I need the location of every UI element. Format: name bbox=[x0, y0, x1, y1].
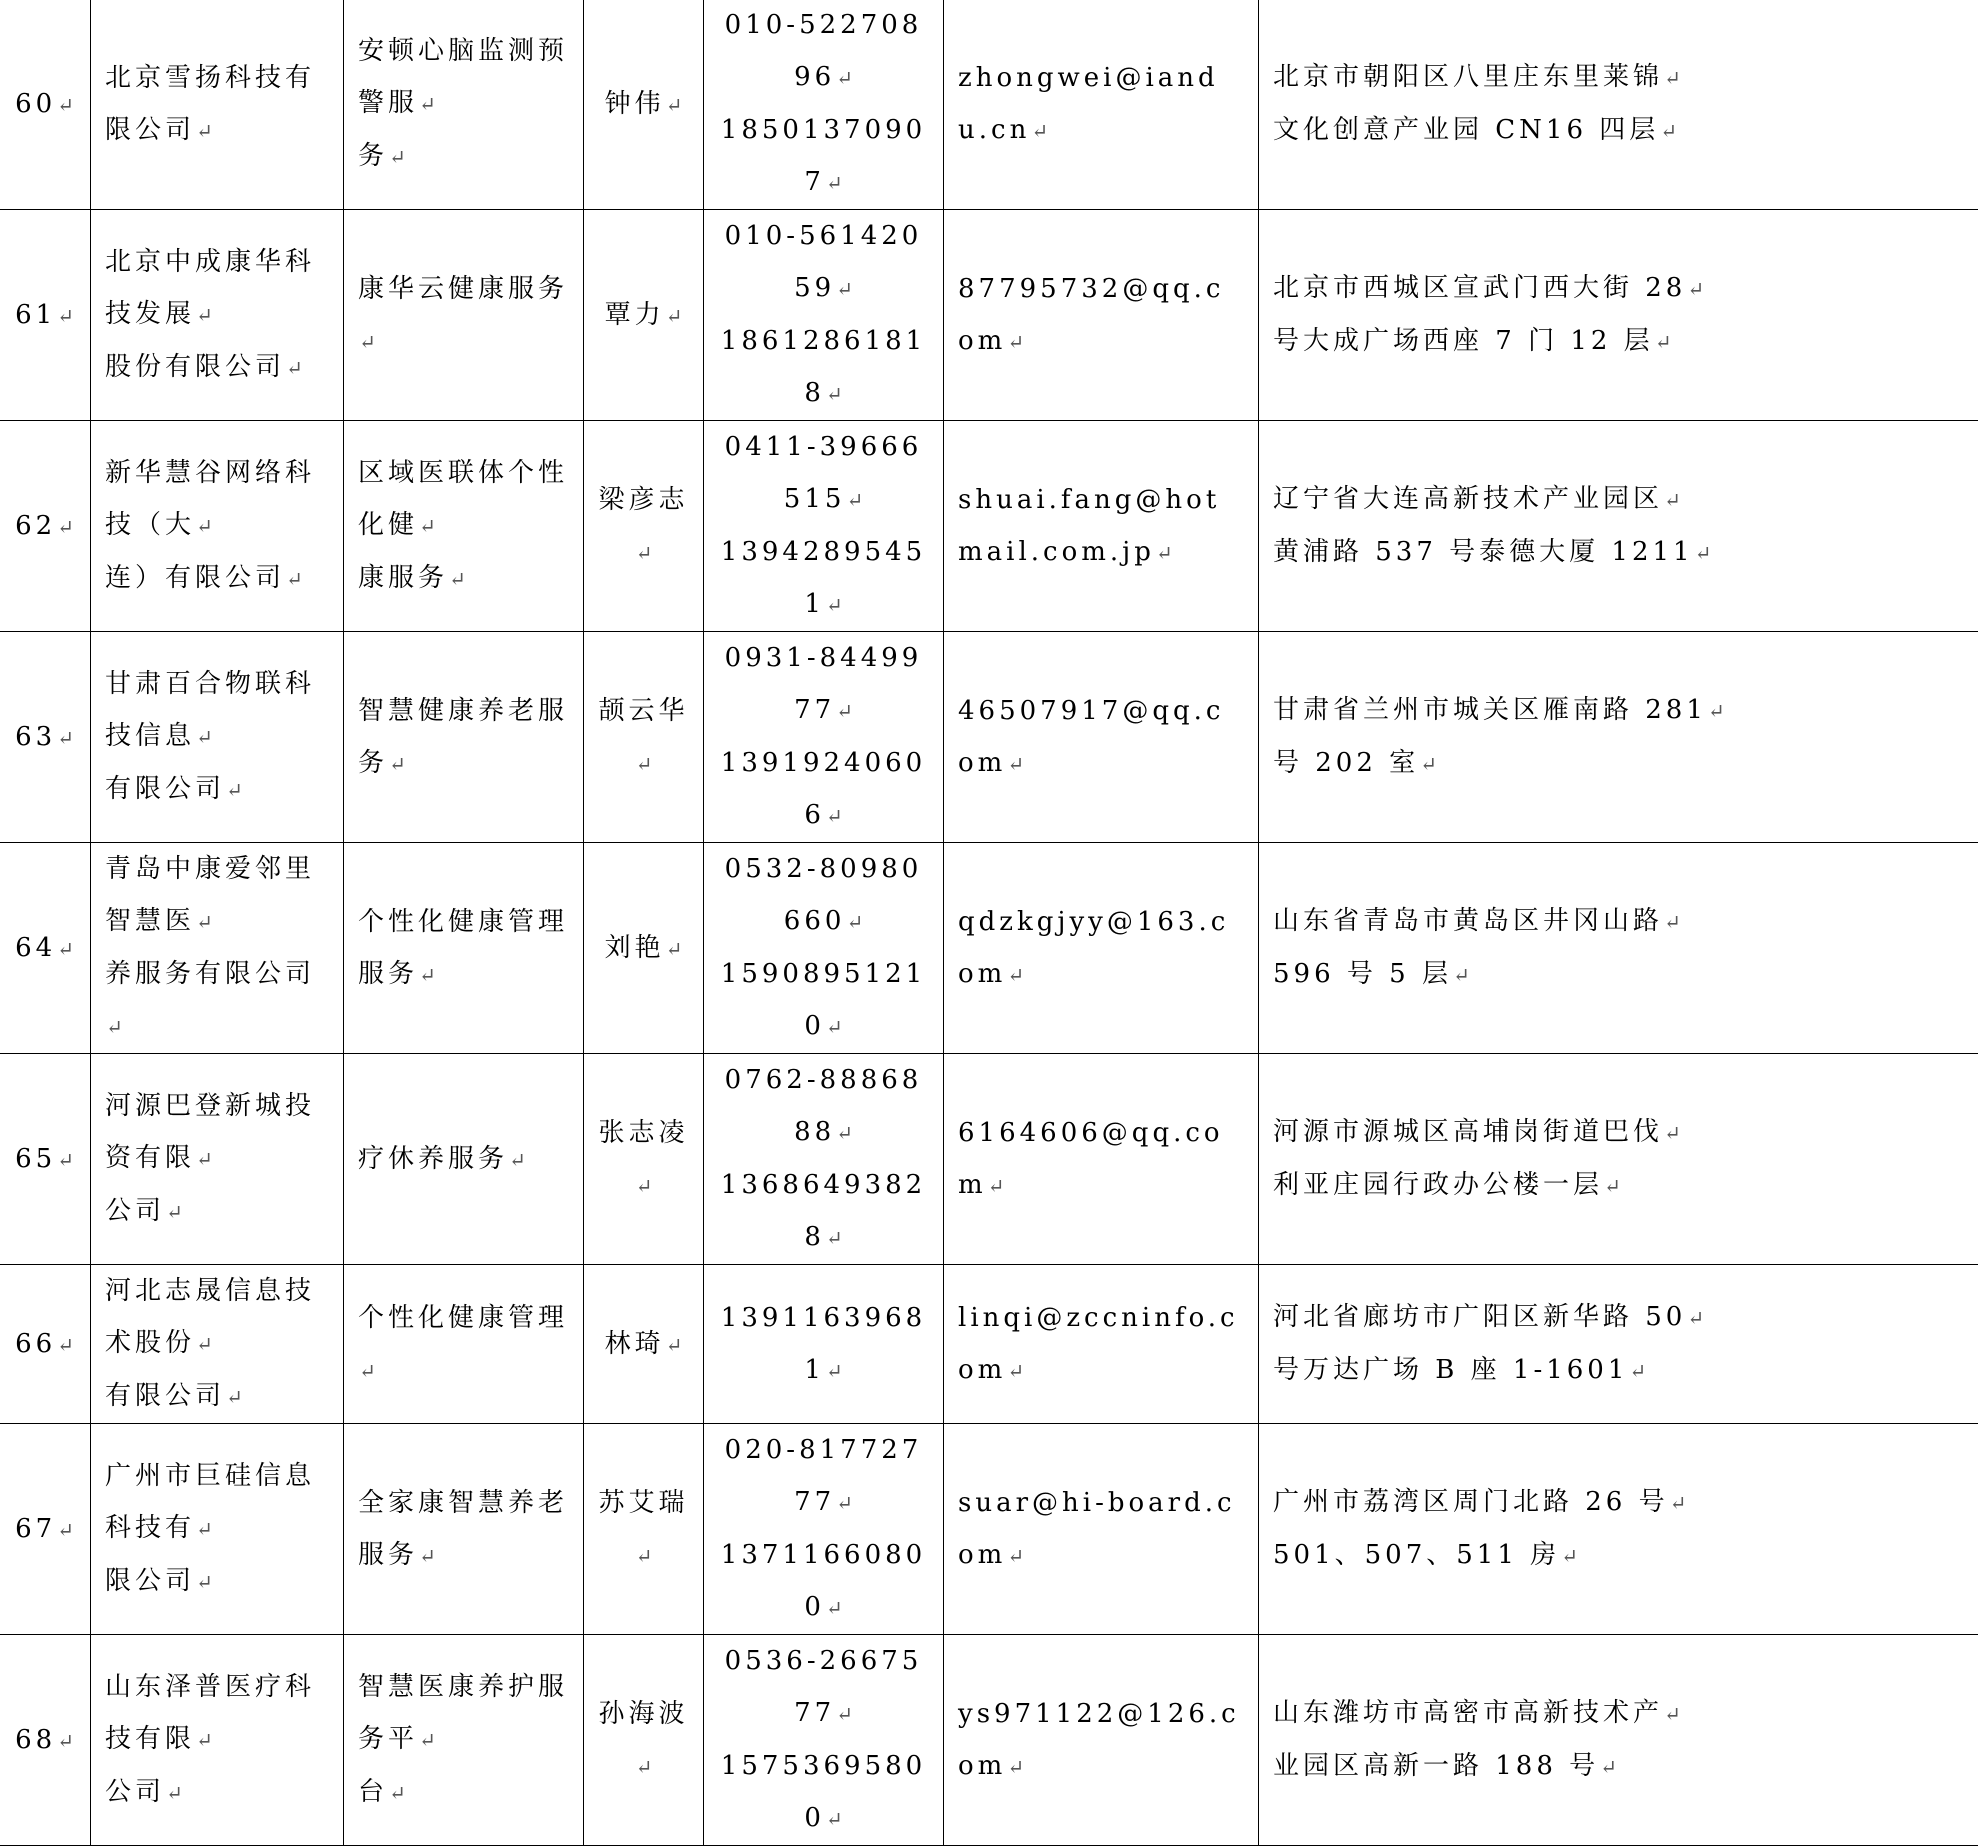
paragraph-mark-icon: ↵ bbox=[196, 910, 213, 934]
service-name-line: 安顿心脑监测预警服↵ bbox=[358, 25, 569, 130]
paragraph-mark-icon: ↵ bbox=[196, 1332, 213, 1356]
contact-person-text: 梁彦志↵ bbox=[598, 474, 689, 579]
phone-number: 010-52270896↵ bbox=[718, 0, 929, 104]
paragraph-mark-icon: ↵ bbox=[826, 1015, 843, 1039]
company-name bbox=[91, 1054, 344, 1265]
paragraph-mark-icon: ↵ bbox=[1007, 330, 1024, 354]
company-name bbox=[91, 1635, 344, 1846]
paragraph-mark-icon: ↵ bbox=[836, 1121, 853, 1145]
phone-number: 0762-8886888↵ bbox=[718, 1054, 929, 1159]
service-name bbox=[344, 843, 584, 1054]
email-address: shuai.fang@hotmail.com.jp↵ bbox=[958, 474, 1244, 579]
company-name-line: 公司↵ bbox=[105, 1766, 329, 1819]
paragraph-mark-icon: ↵ bbox=[196, 514, 213, 538]
paragraph-mark-icon: ↵ bbox=[106, 1015, 123, 1039]
paragraph-mark-icon: ↵ bbox=[636, 1174, 653, 1198]
phone-number: 18501370907↵ bbox=[718, 104, 929, 209]
service-name-line: 个性化健康管理↵ bbox=[358, 1292, 569, 1397]
address-line: 甘肃省兰州市城关区雁南路 281↵ bbox=[1273, 684, 1968, 737]
paragraph-mark-icon: ↵ bbox=[666, 93, 683, 117]
paragraph-mark-icon: ↵ bbox=[1664, 66, 1681, 90]
email-address: ys971122@126.com↵ bbox=[958, 1688, 1244, 1793]
email bbox=[944, 210, 1259, 421]
paragraph-mark-icon: ↵ bbox=[636, 1544, 653, 1568]
email bbox=[944, 843, 1259, 1054]
email-address: zhongwei@iandu.cn↵ bbox=[958, 52, 1244, 157]
address-line: 山东潍坊市高密市高新技术产↵ bbox=[1273, 1687, 1968, 1740]
paragraph-mark-icon: ↵ bbox=[57, 93, 74, 117]
paragraph-mark-icon: ↵ bbox=[988, 1174, 1005, 1198]
phone-numbers bbox=[704, 1265, 944, 1424]
paragraph-mark-icon: ↵ bbox=[666, 1333, 683, 1357]
row-number-text: 67↵ bbox=[13, 1503, 76, 1556]
company-name bbox=[91, 0, 344, 210]
row-number bbox=[0, 1054, 91, 1265]
address-line: 501、507、511 房↵ bbox=[1273, 1529, 1968, 1582]
paragraph-mark-icon: ↵ bbox=[826, 1596, 843, 1620]
paragraph-mark-icon: ↵ bbox=[826, 171, 843, 195]
paragraph-mark-icon: ↵ bbox=[286, 567, 303, 591]
table-row bbox=[0, 632, 1978, 843]
contact-person bbox=[584, 421, 704, 632]
table-row bbox=[0, 210, 1978, 421]
phone-number: 13911639681↵ bbox=[718, 1292, 929, 1397]
contact-person bbox=[584, 843, 704, 1054]
service-name bbox=[344, 632, 584, 843]
paragraph-mark-icon: ↵ bbox=[57, 1729, 74, 1753]
service-name-line: 台↵ bbox=[358, 1766, 569, 1819]
paragraph-mark-icon: ↵ bbox=[509, 1148, 526, 1172]
email-address: qdzkgjyy@163.com↵ bbox=[958, 896, 1244, 1001]
paragraph-mark-icon: ↵ bbox=[359, 1359, 376, 1383]
contact-person bbox=[584, 210, 704, 421]
phone-number: 13686493828↵ bbox=[718, 1159, 929, 1264]
paragraph-mark-icon: ↵ bbox=[1670, 1491, 1687, 1515]
email-address: 6164606@qq.com↵ bbox=[958, 1107, 1244, 1212]
address bbox=[1259, 1054, 1978, 1265]
service-name-line: 康华云健康服务↵ bbox=[358, 263, 569, 368]
paragraph-mark-icon: ↵ bbox=[1007, 752, 1024, 776]
paragraph-mark-icon: ↵ bbox=[1664, 488, 1681, 512]
paragraph-mark-icon: ↵ bbox=[1561, 1544, 1578, 1568]
service-name bbox=[344, 1054, 584, 1265]
paragraph-mark-icon: ↵ bbox=[196, 119, 213, 143]
table-row bbox=[0, 0, 1978, 210]
contact-person bbox=[584, 1424, 704, 1635]
email bbox=[944, 1054, 1259, 1265]
company-name-line: 青岛中康爱邻里智慧医↵ bbox=[105, 843, 329, 948]
company-name-line: 股份有限公司↵ bbox=[105, 341, 329, 394]
address-line: 号万达广场 B 座 1-1601↵ bbox=[1273, 1344, 1968, 1397]
paragraph-mark-icon: ↵ bbox=[57, 726, 74, 750]
phone-number: 15908951210↵ bbox=[718, 948, 929, 1053]
paragraph-mark-icon: ↵ bbox=[826, 1359, 843, 1383]
paragraph-mark-icon: ↵ bbox=[636, 752, 653, 776]
service-name bbox=[344, 1424, 584, 1635]
table-row bbox=[0, 1424, 1978, 1635]
company-name bbox=[91, 843, 344, 1054]
paragraph-mark-icon: ↵ bbox=[57, 304, 74, 328]
contact-person-text: 钟伟↵ bbox=[598, 78, 689, 131]
email bbox=[944, 1635, 1259, 1846]
paragraph-mark-icon: ↵ bbox=[636, 1755, 653, 1779]
contact-person-text: 张志凌↵ bbox=[598, 1107, 689, 1212]
company-name bbox=[91, 632, 344, 843]
address-line: 北京市朝阳区八里庄东里莱锦↵ bbox=[1273, 51, 1968, 104]
row-number-text: 66↵ bbox=[13, 1318, 76, 1371]
row-number-text: 64↵ bbox=[13, 922, 76, 975]
address bbox=[1259, 1265, 1978, 1424]
paragraph-mark-icon: ↵ bbox=[846, 488, 863, 512]
paragraph-mark-icon: ↵ bbox=[836, 699, 853, 723]
paragraph-mark-icon: ↵ bbox=[389, 145, 406, 169]
paragraph-mark-icon: ↵ bbox=[57, 1518, 74, 1542]
company-name bbox=[91, 421, 344, 632]
row-number-text: 68↵ bbox=[13, 1714, 76, 1767]
table-row bbox=[0, 1635, 1978, 1846]
company-name-line: 养服务有限公司↵ bbox=[105, 948, 329, 1053]
paragraph-mark-icon: ↵ bbox=[826, 1807, 843, 1831]
table-row bbox=[0, 1054, 1978, 1265]
contact-person bbox=[584, 1265, 704, 1424]
row-number bbox=[0, 632, 91, 843]
paragraph-mark-icon: ↵ bbox=[1453, 963, 1470, 987]
address bbox=[1259, 1635, 1978, 1846]
company-name-line: 山东泽普医疗科技有限↵ bbox=[105, 1661, 329, 1766]
phone-number: 0532-80980660↵ bbox=[718, 843, 929, 948]
paragraph-mark-icon: ↵ bbox=[57, 1333, 74, 1357]
paragraph-mark-icon: ↵ bbox=[57, 1148, 74, 1172]
paragraph-mark-icon: ↵ bbox=[1687, 277, 1704, 301]
email-address: 87795732@qq.com↵ bbox=[958, 263, 1244, 368]
row-number bbox=[0, 210, 91, 421]
contact-person bbox=[584, 1635, 704, 1846]
service-name-line: 康服务↵ bbox=[358, 552, 569, 605]
company-name bbox=[91, 210, 344, 421]
paragraph-mark-icon: ↵ bbox=[1708, 699, 1725, 723]
address-line: 业园区高新一路 188 号↵ bbox=[1273, 1740, 1968, 1793]
contact-person-text: 刘艳↵ bbox=[598, 922, 689, 975]
paragraph-mark-icon: ↵ bbox=[286, 356, 303, 380]
company-name-line: 河源巴登新城投资有限↵ bbox=[105, 1080, 329, 1185]
company-name-line: 北京中成康华科技发展↵ bbox=[105, 236, 329, 341]
address bbox=[1259, 843, 1978, 1054]
paragraph-mark-icon: ↵ bbox=[846, 910, 863, 934]
phone-numbers bbox=[704, 210, 944, 421]
address bbox=[1259, 210, 1978, 421]
paragraph-mark-icon: ↵ bbox=[166, 1200, 183, 1224]
company-name-line: 广州市巨硅信息科技有↵ bbox=[105, 1450, 329, 1555]
phone-number: 15753695800↵ bbox=[718, 1740, 929, 1845]
service-name-line: 务↵ bbox=[358, 130, 569, 183]
address bbox=[1259, 1424, 1978, 1635]
address-line: 河北省廊坊市广阳区新华路 50↵ bbox=[1273, 1291, 1968, 1344]
company-name-line: 有限公司↵ bbox=[105, 763, 329, 816]
address-line: 596 号 5 层↵ bbox=[1273, 948, 1968, 1001]
paragraph-mark-icon: ↵ bbox=[1687, 1306, 1704, 1330]
paragraph-mark-icon: ↵ bbox=[1664, 1702, 1681, 1726]
email bbox=[944, 1424, 1259, 1635]
phone-number: 13919240606↵ bbox=[718, 737, 929, 842]
contact-person-text: 林琦↵ bbox=[598, 1318, 689, 1371]
paragraph-mark-icon: ↵ bbox=[1655, 330, 1672, 354]
paragraph-mark-icon: ↵ bbox=[166, 1781, 183, 1805]
phone-number: 0536-2667577↵ bbox=[718, 1635, 929, 1740]
paragraph-mark-icon: ↵ bbox=[826, 382, 843, 406]
phone-numbers bbox=[704, 0, 944, 210]
contact-person-text: 颉云华↵ bbox=[598, 685, 689, 790]
email-address: 46507917@qq.com↵ bbox=[958, 685, 1244, 790]
email-address: linqi@zccninfo.com↵ bbox=[958, 1292, 1244, 1397]
contact-person bbox=[584, 632, 704, 843]
phone-numbers bbox=[704, 843, 944, 1054]
service-name-line: 区域医联体个性化健↵ bbox=[358, 447, 569, 552]
paragraph-mark-icon: ↵ bbox=[1660, 119, 1677, 143]
service-name bbox=[344, 210, 584, 421]
paragraph-mark-icon: ↵ bbox=[196, 1517, 213, 1541]
paragraph-mark-icon: ↵ bbox=[1629, 1359, 1646, 1383]
paragraph-mark-icon: ↵ bbox=[419, 963, 436, 987]
address-line: 文化创意产业园 CN16 四层↵ bbox=[1273, 104, 1968, 157]
address-line: 号大成广场西座 7 门 12 层↵ bbox=[1273, 315, 1968, 368]
row-number bbox=[0, 421, 91, 632]
phone-numbers bbox=[704, 1054, 944, 1265]
paragraph-mark-icon: ↵ bbox=[1664, 1121, 1681, 1145]
service-name-line: 个性化健康管理服务↵ bbox=[358, 896, 569, 1001]
paragraph-mark-icon: ↵ bbox=[419, 514, 436, 538]
address-line: 广州市荔湾区周门北路 26 号↵ bbox=[1273, 1476, 1968, 1529]
paragraph-mark-icon: ↵ bbox=[666, 937, 683, 961]
email bbox=[944, 1265, 1259, 1424]
paragraph-mark-icon: ↵ bbox=[636, 541, 653, 565]
company-name bbox=[91, 1265, 344, 1424]
phone-number: 010-56142059↵ bbox=[718, 210, 929, 315]
service-name-line: 智慧健康养老服务↵ bbox=[358, 685, 569, 790]
company-name-line: 公司↵ bbox=[105, 1185, 329, 1238]
paragraph-mark-icon: ↵ bbox=[836, 277, 853, 301]
address bbox=[1259, 421, 1978, 632]
email bbox=[944, 632, 1259, 843]
paragraph-mark-icon: ↵ bbox=[1600, 1755, 1617, 1779]
phone-numbers bbox=[704, 1635, 944, 1846]
row-number bbox=[0, 1635, 91, 1846]
company-name-line: 有限公司↵ bbox=[105, 1370, 329, 1423]
phone-number: 13711660800↵ bbox=[718, 1529, 929, 1634]
paragraph-mark-icon: ↵ bbox=[1695, 541, 1712, 565]
paragraph-mark-icon: ↵ bbox=[826, 1226, 843, 1250]
paragraph-mark-icon: ↵ bbox=[1604, 1174, 1621, 1198]
paragraph-mark-icon: ↵ bbox=[196, 725, 213, 749]
paragraph-mark-icon: ↵ bbox=[196, 1728, 213, 1752]
row-number-text: 60↵ bbox=[13, 78, 76, 131]
row-number bbox=[0, 0, 91, 210]
row-number-text: 61↵ bbox=[13, 289, 76, 342]
address-line: 山东省青岛市黄岛区井冈山路↵ bbox=[1273, 895, 1968, 948]
paragraph-mark-icon: ↵ bbox=[389, 1781, 406, 1805]
phone-numbers bbox=[704, 1424, 944, 1635]
table-row bbox=[0, 1265, 1978, 1424]
company-name-line: 限公司↵ bbox=[105, 1555, 329, 1608]
paragraph-mark-icon: ↵ bbox=[1007, 1755, 1024, 1779]
contact-person bbox=[584, 1054, 704, 1265]
paragraph-mark-icon: ↵ bbox=[196, 1570, 213, 1594]
address-line: 河源市源城区高埔岗街道巴伐↵ bbox=[1273, 1106, 1968, 1159]
row-number bbox=[0, 843, 91, 1054]
phone-number: 13942895451↵ bbox=[718, 526, 929, 631]
address-line: 号 202 室↵ bbox=[1273, 737, 1968, 790]
company-name-line: 连）有限公司↵ bbox=[105, 552, 329, 605]
paragraph-mark-icon: ↵ bbox=[1420, 752, 1437, 776]
contact-person-text: 孙海波↵ bbox=[598, 1688, 689, 1793]
row-number-text: 62↵ bbox=[13, 500, 76, 553]
company-name-line: 北京雪扬科技有限公司↵ bbox=[105, 52, 329, 157]
paragraph-mark-icon: ↵ bbox=[57, 937, 74, 961]
company-name-line: 新华慧谷网络科技（大↵ bbox=[105, 447, 329, 552]
paragraph-mark-icon: ↵ bbox=[419, 1544, 436, 1568]
paragraph-mark-icon: ↵ bbox=[1007, 963, 1024, 987]
paragraph-mark-icon: ↵ bbox=[1031, 119, 1048, 143]
phone-numbers bbox=[704, 632, 944, 843]
email bbox=[944, 421, 1259, 632]
paragraph-mark-icon: ↵ bbox=[666, 304, 683, 328]
paragraph-mark-icon: ↵ bbox=[196, 1147, 213, 1171]
phone-number: 0931-8449977↵ bbox=[718, 632, 929, 737]
table-row bbox=[0, 843, 1978, 1054]
phone-numbers bbox=[704, 421, 944, 632]
address bbox=[1259, 632, 1978, 843]
company-name-line: 甘肃百合物联科技信息↵ bbox=[105, 658, 329, 763]
paragraph-mark-icon: ↵ bbox=[1156, 541, 1173, 565]
row-number bbox=[0, 1424, 91, 1635]
address-line: 黄浦路 537 号泰德大厦 1211↵ bbox=[1273, 526, 1968, 579]
address-line: 北京市西城区宣武门西大街 28↵ bbox=[1273, 262, 1968, 315]
phone-number: 020-81772777↵ bbox=[718, 1424, 929, 1529]
paragraph-mark-icon: ↵ bbox=[836, 1491, 853, 1515]
paragraph-mark-icon: ↵ bbox=[826, 593, 843, 617]
paragraph-mark-icon: ↵ bbox=[196, 303, 213, 327]
paragraph-mark-icon: ↵ bbox=[836, 1702, 853, 1726]
service-name bbox=[344, 1265, 584, 1424]
service-name-line: 疗休养服务↵ bbox=[358, 1133, 569, 1186]
contact-person-text: 覃力↵ bbox=[598, 289, 689, 342]
service-name bbox=[344, 421, 584, 632]
paragraph-mark-icon: ↵ bbox=[226, 1385, 243, 1409]
service-name-line: 智慧医康养护服务平↵ bbox=[358, 1661, 569, 1766]
address-line: 辽宁省大连高新技术产业园区↵ bbox=[1273, 473, 1968, 526]
paragraph-mark-icon: ↵ bbox=[1664, 910, 1681, 934]
address bbox=[1259, 0, 1978, 210]
paragraph-mark-icon: ↵ bbox=[1007, 1544, 1024, 1568]
contact-person bbox=[584, 0, 704, 210]
table-row bbox=[0, 421, 1978, 632]
paragraph-mark-icon: ↵ bbox=[226, 778, 243, 802]
paragraph-mark-icon: ↵ bbox=[389, 752, 406, 776]
paragraph-mark-icon: ↵ bbox=[826, 804, 843, 828]
row-number-text: 63↵ bbox=[13, 711, 76, 764]
company-name bbox=[91, 1424, 344, 1635]
address-line: 利亚庄园行政办公楼一层↵ bbox=[1273, 1159, 1968, 1212]
service-name-line: 全家康智慧养老服务↵ bbox=[358, 1477, 569, 1582]
company-name-line: 河北志晟信息技术股份↵ bbox=[105, 1265, 329, 1370]
phone-number: 18612861818↵ bbox=[718, 315, 929, 420]
service-name bbox=[344, 1635, 584, 1846]
paragraph-mark-icon: ↵ bbox=[449, 567, 466, 591]
phone-number: 0411-39666515↵ bbox=[718, 421, 929, 526]
email bbox=[944, 0, 1259, 210]
paragraph-mark-icon: ↵ bbox=[1007, 1359, 1024, 1383]
row-number bbox=[0, 1265, 91, 1424]
paragraph-mark-icon: ↵ bbox=[419, 1728, 436, 1752]
paragraph-mark-icon: ↵ bbox=[836, 66, 853, 90]
contact-person-text: 苏艾瑞↵ bbox=[598, 1477, 689, 1582]
paragraph-mark-icon: ↵ bbox=[359, 330, 376, 354]
service-name bbox=[344, 0, 584, 210]
email-address: suar@hi-board.com↵ bbox=[958, 1477, 1244, 1582]
paragraph-mark-icon: ↵ bbox=[419, 92, 436, 116]
paragraph-mark-icon: ↵ bbox=[57, 515, 74, 539]
row-number-text: 65↵ bbox=[13, 1133, 76, 1186]
